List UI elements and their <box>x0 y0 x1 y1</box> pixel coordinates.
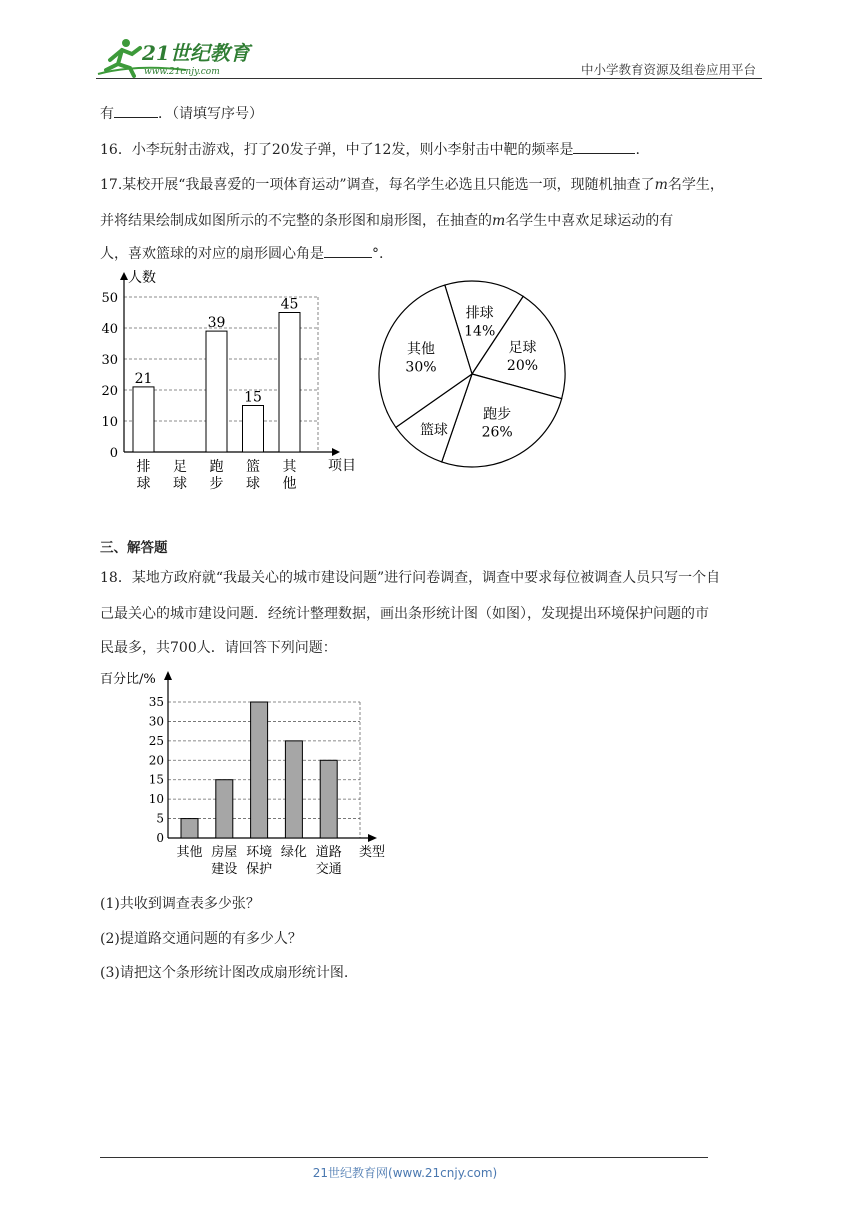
x-tick-label: 篮 <box>246 459 260 475</box>
x-tick-label: 交通 <box>315 862 342 877</box>
q17-text-c: 人，喜欢篮球的对应的扇形圆心角是 <box>100 246 324 262</box>
y-axis-label: 百分比/% <box>100 672 156 687</box>
x-tick-label: 跑 <box>209 459 224 475</box>
answer-blank[interactable] <box>324 243 372 258</box>
pie-slice-label: 跑步 <box>483 406 512 423</box>
q17-text-a: 17.某校开展“我最喜爱的一项体育运动”调查，每名学生必选且只能选一项，现随机抽查了 <box>100 177 655 193</box>
question-17-line-1 <box>100 175 724 195</box>
question-16 <box>100 139 640 160</box>
city-issues-bar-chart <box>96 666 396 878</box>
bar-value-label: 21 <box>134 370 153 387</box>
bar <box>206 331 227 452</box>
y-axis-arrow-icon <box>120 272 128 280</box>
y-axis-arrow-icon <box>164 671 172 680</box>
variable-m: m <box>492 213 506 229</box>
y-axis-label: 人数 <box>128 270 156 286</box>
x-tick-label: 环境 <box>246 845 273 860</box>
x-axis-label: 类型 <box>359 845 386 860</box>
question-17-line-2 <box>100 211 673 231</box>
section-title: 三、解答题 <box>100 540 168 556</box>
answer-blank[interactable] <box>573 139 635 154</box>
x-tick-label: 他 <box>282 476 297 492</box>
sports-bar-chart <box>96 266 366 496</box>
line1-suffix: ．（请填写序号） <box>158 106 263 122</box>
y-tick-label: 0 <box>156 831 164 845</box>
question-18-line-2: 己最关心的城市建设问题．经统计整理数据，画出条形统计图（如图），发现提出环境保护问题的市 <box>100 606 709 622</box>
x-tick-label: 足 <box>173 459 187 475</box>
y-tick-label: 20 <box>101 384 118 399</box>
y-tick-label: 10 <box>148 792 164 807</box>
q17-text-a-end: 名学生， <box>667 177 724 193</box>
x-tick-label: 排 <box>136 459 151 475</box>
q17-text-b: 并将结果绘制成如图所示的不完整的条形图和扇形图，在抽查的 <box>100 213 492 229</box>
logo-main-text: 21世纪教育 <box>142 41 250 65</box>
x-tick-label: 球 <box>136 476 151 492</box>
bar <box>133 387 154 452</box>
x-tick-label: 其 <box>282 459 297 475</box>
x-tick-label: 球 <box>246 476 260 492</box>
y-tick-label: 10 <box>101 415 118 430</box>
answer-blank[interactable] <box>114 103 158 118</box>
pie-slice-label: 排球 <box>465 305 494 322</box>
y-tick-label: 0 <box>109 446 118 461</box>
x-tick-label: 绿化 <box>280 845 307 860</box>
q16-text: 16．小李玩射击游戏，打了20发子弹，中了12发，则小李射击中靶的频率是 <box>100 142 574 158</box>
bar <box>216 780 233 838</box>
y-tick-label: 30 <box>148 714 164 729</box>
x-tick-label: 保护 <box>246 862 273 877</box>
x-tick-label: 建设 <box>211 862 238 877</box>
logo-url-text: www.21cnjy.com <box>144 67 220 77</box>
x-tick-label: 球 <box>173 476 187 492</box>
y-tick-label: 25 <box>148 733 164 748</box>
pie-slice-label: 其他 <box>406 341 435 358</box>
pie-slice-label: 篮球 <box>419 422 448 439</box>
pie-slice-percent: 26% <box>481 424 513 441</box>
sub-question-2: (2)提道路交通问题的有多少人？ <box>100 931 302 947</box>
sub-question-1: (1)共收到调查表多少张？ <box>100 896 260 912</box>
variable-m: m <box>654 177 668 193</box>
x-tick-label: 房屋 <box>211 845 238 860</box>
question-18-line-3: 民最多，共700人．请回答下列问题： <box>100 640 337 656</box>
bar <box>320 760 337 838</box>
x-tick-label: 道路 <box>315 845 342 860</box>
footer-text: 21世纪教育网(www.21cnjy.com) <box>312 1166 498 1180</box>
q17-text-c-end: °. <box>372 246 384 262</box>
text-line-1 <box>100 103 263 124</box>
y-tick-label: 15 <box>148 772 164 787</box>
y-tick-label: 5 <box>156 811 164 826</box>
sub-question-3: (3)请把这个条形统计图改成扇形统计图. <box>100 965 349 981</box>
bar <box>181 819 198 838</box>
header-divider <box>96 78 762 79</box>
question-18-line-1: 18．某地方政府就“我最关心的城市建设问题”进行问卷调查，调查中要求每位被调查人员只写一个自 <box>100 570 721 586</box>
bar-value-label: 15 <box>244 389 262 406</box>
bar-value-label: 39 <box>207 315 226 332</box>
y-tick-label: 35 <box>148 695 164 709</box>
bar <box>251 702 268 838</box>
pie-slice-label: 足球 <box>508 340 537 357</box>
pie-slice-percent: 30% <box>405 359 437 376</box>
logo <box>96 34 266 80</box>
x-axis-label: 项目 <box>328 458 356 474</box>
bar <box>243 406 264 453</box>
platform-name: 中小学教育资源及组卷应用平台 <box>580 62 756 77</box>
line1-prefix: 有 <box>100 106 114 122</box>
bar <box>279 313 300 453</box>
y-tick-label: 40 <box>101 322 118 337</box>
y-tick-label: 30 <box>101 353 118 368</box>
y-tick-label: 50 <box>101 291 118 306</box>
x-axis-arrow-icon <box>368 834 377 842</box>
sports-pie-chart <box>374 276 574 476</box>
q16-end: . <box>635 142 640 158</box>
bar <box>285 741 302 838</box>
pie-slice-percent: 20% <box>506 358 539 375</box>
x-tick-label: 步 <box>209 476 224 492</box>
y-tick-label: 20 <box>148 753 164 768</box>
bar-value-label: 45 <box>280 296 299 313</box>
x-axis-arrow-icon <box>332 448 340 456</box>
pie-slice-percent: 14% <box>464 323 496 340</box>
x-tick-label: 其他 <box>176 845 203 860</box>
footer-divider <box>100 1157 708 1158</box>
q17-text-b-end: 名学生中喜欢足球运动的有 <box>505 213 674 229</box>
question-17-line-3 <box>100 243 383 264</box>
